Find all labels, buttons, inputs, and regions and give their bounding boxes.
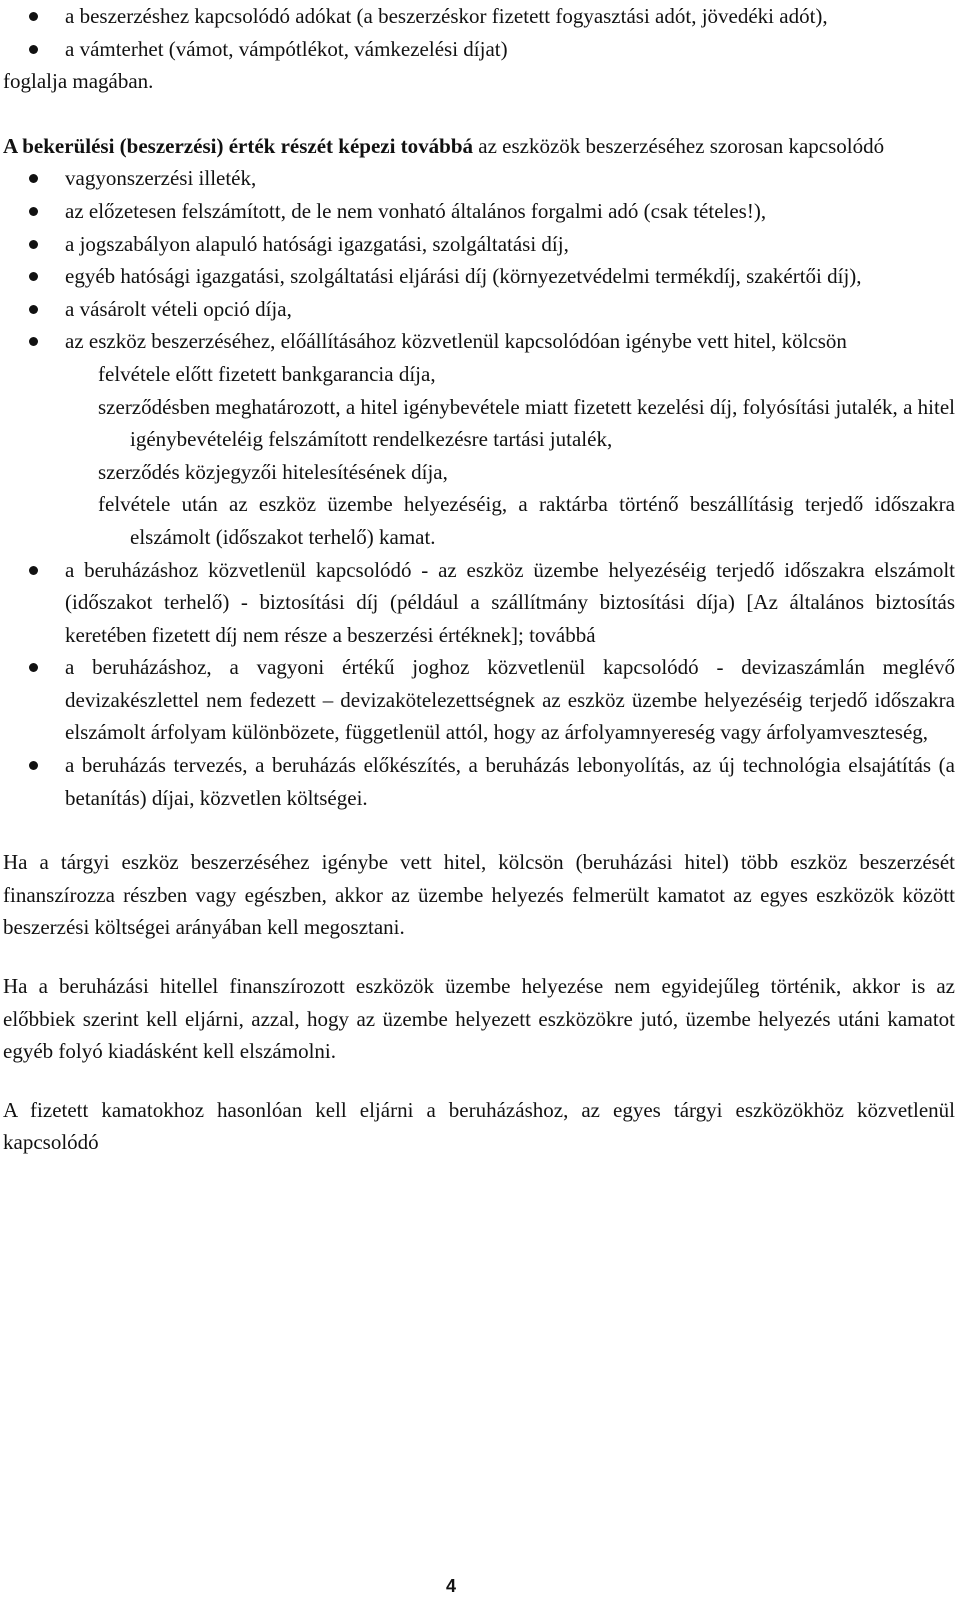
document-page: [3, 0, 955, 1159]
credit-item-text: az eszköz beszerzéséhez, előállításához közvetlenül kapcsolódóan igénybe vett hitel, kölcsön: [65, 329, 847, 354]
list-item: a vásárolt vételi opció díja,: [3, 293, 955, 326]
paragraph: Ha a tárgyi eszköz beszerzéséhez igénybe vett hitel, kölcsön (beruházási hitel) több eszköz beszerzését finanszírozza részben vagy egészben, akkor az üzembe helyezés felmerült kamatot az egyes eszközök között beszerzési költségei arányában kell megosztani.: [3, 850, 955, 940]
cost-components-list: [3, 162, 955, 358]
credit-sub-items: [3, 358, 955, 554]
list-item-credit: [3, 325, 955, 358]
list-item: a vámterhet (vámot, vámpótlékot, vámkezelési díjat): [3, 33, 955, 66]
list-item: a beruházáshoz, a vagyoni értékű joghoz közvetlenül kapcsolódó - devizaszámlán meglévő devizakészlettel nem fedezett – devizakötelezettségnek az eszköz üzembe helyezéséig terjedő időszakra elszámolt árfolyam különbözete, függetlenül attól, hogy az árfolyamnyereség vagy árfolyamveszteség,: [3, 651, 955, 749]
list-item: egyéb hatósági igazgatási, szolgáltatási eljárási díj (környezetvédelmi termékdíj, szakértői díj),: [3, 260, 955, 293]
list-item: a beruházás tervezés, a beruházás előkészítés, a beruházás lebonyolítás, az új technológia elsajátítás (a betanítás) díjai, közvetlen költségei.: [3, 749, 955, 814]
sub-item: felvétele előtt fizetett bankgarancia díja,: [98, 361, 436, 386]
page-number: 4: [445, 1576, 456, 1596]
intro-text: az eszközök beszerzéséhez szorosan kapcsolódó: [473, 133, 885, 158]
sub-item: szerződés közjegyzői hitelesítésének díja,: [98, 459, 448, 484]
cost-components-list-continued: [3, 554, 955, 815]
list-item: a beruházáshoz közvetlenül kapcsolódó - az eszköz üzembe helyezéséig terjedő időszakra elszámolt (időszakot terhelő) - biztosítási díj (például a szállítmány biztosítási díja) [Az általános biztosítás keretében fizetett díj nem része a beszerzési értéknek]; továbbá: [3, 554, 955, 652]
list-closing-text: foglalja magában.: [3, 69, 154, 94]
intro-bold-text: A bekerülési (beszerzési) érték részét képezi továbbá: [3, 133, 474, 158]
list-item: vagyonszerzési illeték,: [3, 162, 955, 195]
list-item: a beszerzéshez kapcsolódó adókat (a beszerzéskor fizetett fogyasztási adót, jövedéki adót),: [3, 0, 955, 33]
paragraph: A fizetett kamatokhoz hasonlóan kell eljárni a beruházáshoz, az egyes tárgyi eszközökhöz közvetlenül kapcsolódó: [3, 1097, 955, 1155]
sub-item: felvétele után az eszköz üzembe helyezéséig, a raktárba történő beszállításig terjedő időszakra elszámolt (időszakot terhelő) kamat.: [98, 492, 955, 549]
intro-paragraph: [3, 130, 955, 163]
paragraph: Ha a beruházási hitellel finanszírozott eszközök üzembe helyezése nem egyidejűleg történik, akkor is az előbbiek szerint kell eljárni, azzal, hogy az üzembe helyezett eszközökre jutó, üzembe helyezés utáni kamatot egyéb folyó kiadásként kell elszámolni.: [3, 974, 955, 1064]
tax-list: [3, 0, 955, 65]
list-item: az előzetesen felszámított, de le nem vonható általános forgalmi adó (csak tételes!),: [3, 195, 955, 228]
sub-item: szerződésben meghatározott, a hitel igénybevétele miatt fizetett kezelési díj, folyósítási jutalék, a hitel igénybevételéig felszámított rendelkezésre tartási jutalék,: [98, 394, 955, 452]
list-item: a jogszabályon alapuló hatósági igazgatási, szolgáltatási díj,: [3, 228, 955, 261]
